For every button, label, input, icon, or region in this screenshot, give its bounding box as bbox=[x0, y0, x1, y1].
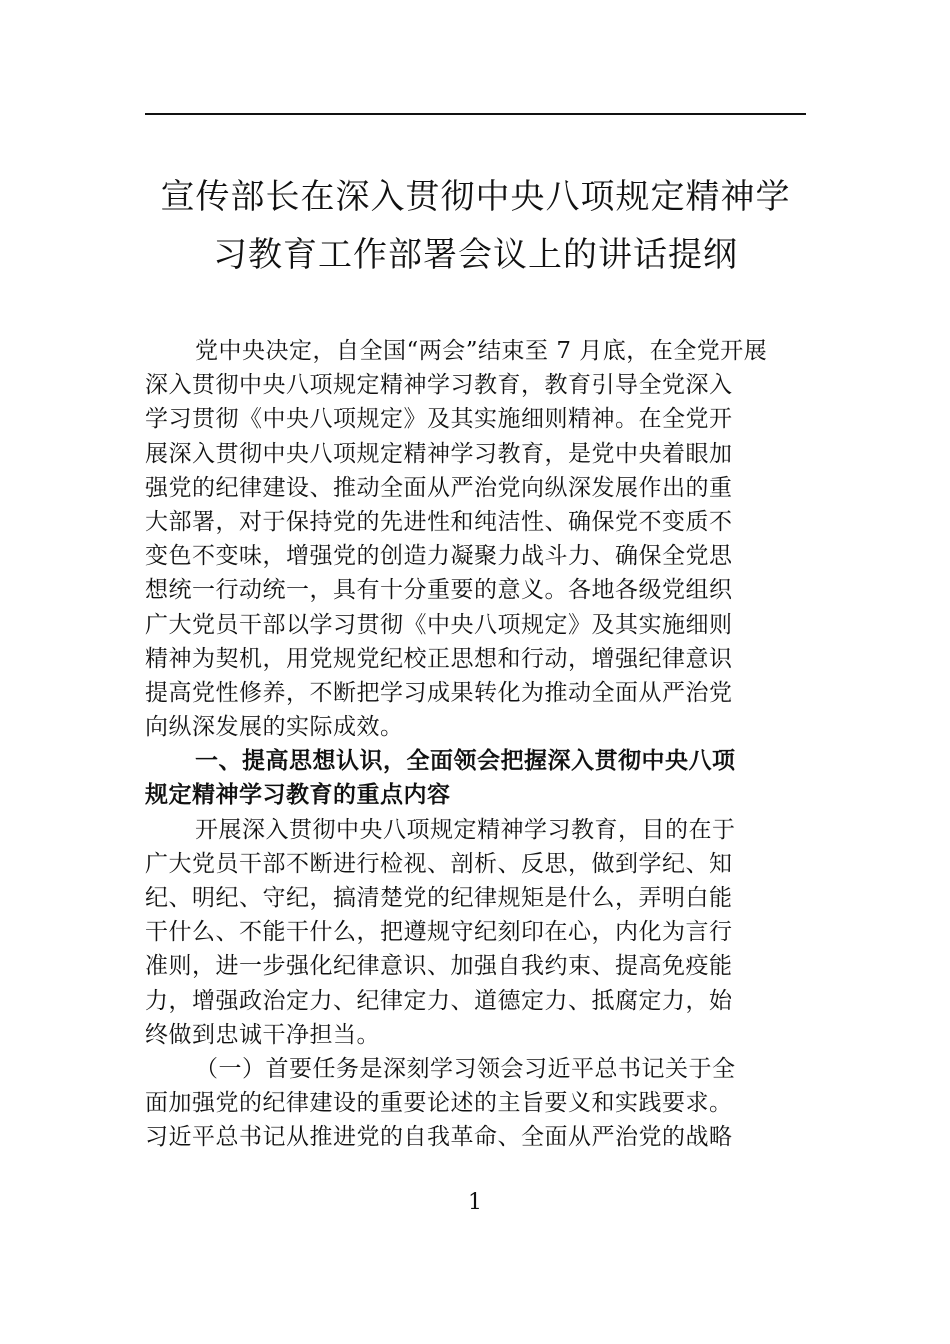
paragraph-line: 展深入贯彻中央八项规定精神学习教育，是党中央着眼加 bbox=[145, 440, 733, 467]
section-heading-line: 一、提高思想认识，全面领会把握深入贯彻中央八项 bbox=[195, 748, 736, 775]
title-line: 宣传部长在深入贯彻中央八项规定精神学 bbox=[160, 177, 791, 217]
paragraph-line: 面加强党的纪律建设的重要论述的主旨要义和实践要求。 bbox=[145, 1090, 733, 1117]
title-line: 习教育工作部署会议上的讲话提纲 bbox=[213, 235, 738, 275]
paragraph-line: 纪、明纪、守纪，搞清楚党的纪律规矩是什么，弄明白能 bbox=[145, 885, 733, 911]
paragraph-line: 习近平总书记从推进党的自我革命、全面从严治党的战略 bbox=[145, 1124, 733, 1151]
paragraph-line: 精神为契机，用党规党纪校正思想和行动，增强纪律意识 bbox=[145, 645, 733, 672]
paragraph-line: 向纵深发展的实际成效。 bbox=[145, 714, 404, 741]
subsection-line: （一）首要任务是深刻学习领会习近平总书记关于全 bbox=[195, 1055, 736, 1082]
paragraph-line: 终做到忠诚干净担当。 bbox=[145, 1021, 380, 1048]
paragraph-line: 学习贯彻《中央八项规定》及其实施细则精神。在全党开 bbox=[145, 406, 733, 433]
paragraph-line: 强党的纪律建设、推动全面从严治党向纵深发展作出的重 bbox=[145, 474, 733, 501]
page-number: 1 bbox=[468, 1190, 482, 1215]
paragraph-line: 广大党员干部不断进行检视、剖析、反思，做到学纪、知 bbox=[145, 850, 733, 877]
paragraph-line: 开展深入贯彻中央八项规定精神学习教育，目的在于 bbox=[195, 816, 736, 843]
paragraph-line: 党中央决定，自全国“两会”结束至 7 月底，在全党开展 bbox=[195, 338, 768, 364]
paragraph-line: 力，增强政治定力、纪律定力、道德定力、抵腐定力，始 bbox=[145, 987, 733, 1014]
section-heading-line: 规定精神学习教育的重点内容 bbox=[145, 782, 451, 809]
paragraph-line: 提高党性修养，不断把学习成果转化为推动全面从严治党 bbox=[145, 679, 733, 706]
document-title bbox=[145, 168, 806, 284]
header-rule bbox=[145, 113, 806, 115]
paragraph-line: 准则，进一步强化纪律意识、加强自我约束、提高免疫能 bbox=[145, 953, 733, 980]
paragraph-line: 深入贯彻中央八项规定精神学习教育，教育引导全党深入 bbox=[145, 372, 733, 399]
document-body bbox=[145, 334, 806, 1155]
paragraph-line: 大部署，对于保持党的先进性和纯洁性、确保党不变质不 bbox=[145, 508, 733, 535]
paragraph-line: 广大党员干部以学习贯彻《中央八项规定》及其实施细则 bbox=[145, 611, 733, 638]
paragraph-line: 变色不变味，增强党的创造力凝聚力战斗力、确保全党思 bbox=[145, 543, 733, 570]
paragraph-line: 干什么、不能干什么，把遵规守纪刻印在心，内化为言行 bbox=[145, 919, 733, 946]
paragraph-line: 想统一行动统一，具有十分重要的意义。各地各级党组织 bbox=[145, 577, 733, 604]
